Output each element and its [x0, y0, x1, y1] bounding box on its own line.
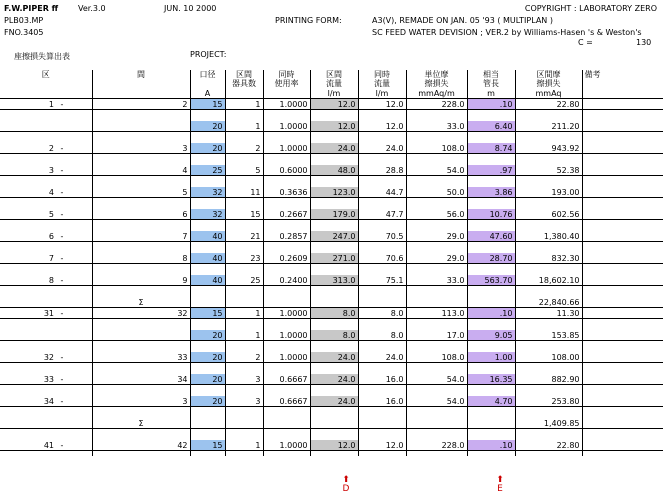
unit-friction-loss: 50.0 — [406, 187, 467, 198]
equivalent-length: 9.05 — [467, 330, 515, 341]
section-flow: 24.0 — [310, 352, 358, 363]
row-spacer — [0, 198, 663, 210]
cell-remarks — [582, 209, 663, 220]
simultaneous-flow: 12.0 — [358, 440, 406, 451]
section-friction-loss: 193.00 — [515, 187, 582, 198]
simultaneous-flow: 70.6 — [358, 253, 406, 264]
col-remarks: 備考 — [582, 70, 663, 88]
section-flow: 12.0 — [310, 121, 358, 132]
cell-empty — [406, 418, 467, 429]
unit-friction-loss: 228.0 — [406, 440, 467, 451]
simultaneous-flow: 16.0 — [358, 396, 406, 407]
range-dash: - — [60, 187, 64, 197]
range-dash: - — [60, 99, 64, 109]
equivalent-length: 1.00 — [467, 352, 515, 363]
cell-empty — [190, 418, 225, 429]
marker-e — [490, 476, 510, 494]
simultaneous-flow: 16.0 — [358, 374, 406, 385]
table-row — [0, 396, 663, 407]
section-to — [92, 121, 190, 132]
section-to: 33 — [92, 352, 190, 363]
simultaneous-flow: 12.0 — [358, 121, 406, 132]
equivalent-length: 6.40 — [467, 121, 515, 132]
unit-section-loss: mmAq — [515, 88, 582, 99]
section-from — [0, 143, 92, 154]
section-friction-loss: 1,380.40 — [515, 231, 582, 242]
section-from — [0, 330, 92, 341]
pipe-diameter: 20 — [190, 121, 225, 132]
unit-friction-loss: 29.0 — [406, 231, 467, 242]
cell-empty — [467, 297, 515, 308]
pipe-diameter: 20 — [190, 330, 225, 341]
cell-remarks — [582, 165, 663, 176]
fixture-count: 3 — [225, 396, 263, 407]
table-row — [0, 330, 663, 341]
unit-friction-loss: 228.0 — [406, 99, 467, 110]
simultaneous-flow: 75.1 — [358, 275, 406, 286]
col-simultaneous-rate: 同時 使用率 — [263, 70, 310, 88]
fixture-count: 5 — [225, 165, 263, 176]
simultaneous-rate: 1.0000 — [263, 352, 310, 363]
simultaneous-flow: 24.0 — [358, 143, 406, 154]
cell-empty — [310, 297, 358, 308]
cell-remarks — [582, 231, 663, 242]
row-spacer — [0, 176, 663, 188]
section-to: 4 — [92, 165, 190, 176]
equivalent-length: 16.35 — [467, 374, 515, 385]
pipe-diameter: 15 — [190, 440, 225, 451]
table-row — [0, 187, 663, 198]
from-node: 32 — [43, 352, 54, 362]
unit-friction-loss: 29.0 — [406, 253, 467, 264]
section-flow: 271.0 — [310, 253, 358, 264]
row-spacer — [0, 220, 663, 232]
row-spacer — [0, 319, 663, 331]
pipe-diameter: 32 — [190, 209, 225, 220]
row-spacer — [0, 132, 663, 144]
row-spacer — [0, 385, 663, 397]
pipe-diameter: 32 — [190, 187, 225, 198]
section-friction-loss: 108.00 — [515, 352, 582, 363]
equivalent-length: 3.86 — [467, 187, 515, 198]
cell-remarks — [582, 297, 663, 308]
printing-form-label: PRINTING FORM: — [275, 16, 342, 25]
cell-remarks — [582, 187, 663, 198]
from-node: 3 — [48, 165, 54, 175]
simultaneous-rate: 0.3636 — [263, 187, 310, 198]
cell-remarks — [582, 440, 663, 451]
section-to: 42 — [92, 440, 190, 451]
simultaneous-rate: 0.2857 — [263, 231, 310, 242]
pipe-diameter: 20 — [190, 396, 225, 407]
col-diameter: 口径 — [190, 70, 225, 88]
section-friction-loss: 832.30 — [515, 253, 582, 264]
cell-remarks — [582, 121, 663, 132]
cell-remarks — [582, 275, 663, 286]
section-friction-loss: 211.20 — [515, 121, 582, 132]
section-flow: 313.0 — [310, 275, 358, 286]
unit-equiv-length: m — [467, 88, 515, 99]
range-dash: - — [60, 396, 64, 406]
from-node: 41 — [43, 440, 54, 450]
section-friction-loss: 943.92 — [515, 143, 582, 154]
unit-simultaneous-flow: l/m — [358, 88, 406, 99]
range-dash: - — [60, 209, 64, 219]
fixture-count: 3 — [225, 374, 263, 385]
cell-empty — [263, 297, 310, 308]
col-section-loss: 区間摩 擦損失 — [515, 70, 582, 88]
col-unit-loss: 単位摩 擦損失 — [406, 70, 467, 88]
cell-empty — [225, 297, 263, 308]
cell-empty — [467, 418, 515, 429]
section-friction-loss: 882.90 — [515, 374, 582, 385]
cell-empty — [358, 418, 406, 429]
range-dash: - — [60, 440, 64, 450]
version: Ver.3.0 — [78, 4, 106, 13]
section-flow: 48.0 — [310, 165, 358, 176]
subtotal-loss: 1,409.85 — [515, 418, 582, 429]
row-spacer — [0, 286, 663, 298]
cell-empty — [406, 297, 467, 308]
unit-friction-loss: 17.0 — [406, 330, 467, 341]
fixture-count: 11 — [225, 187, 263, 198]
friction-loss-table — [0, 70, 663, 456]
table-row — [0, 231, 663, 242]
row-spacer — [0, 154, 663, 166]
range-dash: - — [60, 253, 64, 263]
from-node: 2 — [48, 143, 54, 153]
app-name: F.W.PIPER ff — [4, 4, 59, 13]
row-spacer — [0, 242, 663, 254]
row-spacer — [0, 363, 663, 375]
row-spacer — [0, 110, 663, 122]
marker-d — [336, 476, 356, 494]
cell-empty — [358, 297, 406, 308]
section-friction-loss: 52.38 — [515, 165, 582, 176]
section-to: 5 — [92, 187, 190, 198]
simultaneous-flow: 28.8 — [358, 165, 406, 176]
header-row — [0, 70, 663, 88]
simultaneous-rate: 0.2667 — [263, 209, 310, 220]
print-date: JUN. 10 2000 — [164, 4, 217, 13]
section-friction-loss: 18,602.10 — [515, 275, 582, 286]
row-spacer — [0, 429, 663, 441]
simultaneous-flow: 44.7 — [358, 187, 406, 198]
equivalent-length: 563.70 — [467, 275, 515, 286]
section-from — [0, 165, 92, 176]
simultaneous-rate: 1.0000 — [263, 121, 310, 132]
arrow-up-icon: ⬆ — [496, 475, 504, 485]
cell-remarks — [582, 143, 663, 154]
project-label: PROJECT: — [190, 50, 227, 59]
range-dash: - — [60, 374, 64, 384]
section-from — [0, 99, 92, 110]
cell-remarks — [582, 253, 663, 264]
cell-empty — [310, 418, 358, 429]
printing-form-value: A3(V), REMADE ON JAN. 05 '93 ( MULTIPLAN ) — [372, 16, 553, 25]
simultaneous-flow: 8.0 — [358, 330, 406, 341]
section-flow: 24.0 — [310, 143, 358, 154]
simultaneous-rate: 0.6000 — [263, 165, 310, 176]
section-to: 3 — [92, 396, 190, 407]
col-kan: 間 — [92, 70, 190, 88]
cell-remarks — [582, 374, 663, 385]
fixture-count: 1 — [225, 308, 263, 319]
table-row — [0, 308, 663, 319]
row-spacer — [0, 341, 663, 353]
cell-empty — [0, 418, 92, 429]
table-row — [0, 209, 663, 220]
section-flow: 179.0 — [310, 209, 358, 220]
row-spacer — [0, 264, 663, 276]
table-row — [0, 352, 663, 363]
equivalent-length: 10.76 — [467, 209, 515, 220]
col-section-flow: 区間 流量 — [310, 70, 358, 88]
division: SC FEED WATER DEVISION ; VER.2 by Williams-Hasen 's & Weston's — [372, 28, 642, 37]
section-from — [0, 374, 92, 385]
equivalent-length: .10 — [467, 440, 515, 451]
equivalent-length: 47.60 — [467, 231, 515, 242]
col-fixture-count: 区間 器具数 — [225, 70, 263, 88]
section-friction-loss: 11.30 — [515, 308, 582, 319]
range-dash: - — [60, 275, 64, 285]
from-node: 6 — [48, 231, 54, 241]
equivalent-length: .10 — [467, 99, 515, 110]
section-flow: 123.0 — [310, 187, 358, 198]
section-flow: 247.0 — [310, 231, 358, 242]
cell-empty — [190, 297, 225, 308]
pipe-diameter: 40 — [190, 275, 225, 286]
section-from — [0, 187, 92, 198]
unit-friction-loss: 33.0 — [406, 121, 467, 132]
section-flow: 24.0 — [310, 396, 358, 407]
cell-remarks — [582, 308, 663, 319]
pipe-diameter: 40 — [190, 253, 225, 264]
pipe-diameter: 40 — [190, 231, 225, 242]
simultaneous-rate: 0.2400 — [263, 275, 310, 286]
simultaneous-flow: 24.0 — [358, 352, 406, 363]
from-node: 1 — [48, 99, 54, 109]
simultaneous-flow: 8.0 — [358, 308, 406, 319]
subtotal-row — [0, 418, 663, 429]
simultaneous-rate: 0.6667 — [263, 374, 310, 385]
c-label: C = — [578, 38, 593, 47]
equivalent-length: 28.70 — [467, 253, 515, 264]
fixture-count: 1 — [225, 330, 263, 341]
arrow-up-icon: ⬆ — [342, 475, 350, 485]
sigma-symbol: Σ — [92, 418, 190, 429]
col-ku: 区 — [41, 70, 50, 79]
unit-friction-loss: 113.0 — [406, 308, 467, 319]
pipe-diameter: 20 — [190, 352, 225, 363]
unit-friction-loss: 54.0 — [406, 165, 467, 176]
range-dash: - — [60, 143, 64, 153]
sheet-title: 座擦損失算出表 — [14, 52, 70, 61]
section-from — [0, 440, 92, 451]
cell-remarks — [582, 99, 663, 110]
section-friction-loss: 153.85 — [515, 330, 582, 341]
copyright: COPYRIGHT : LABORATORY ZERO — [524, 4, 657, 13]
section-to — [92, 330, 190, 341]
simultaneous-flow: 47.7 — [358, 209, 406, 220]
fixture-count: 2 — [225, 352, 263, 363]
simultaneous-rate: 1.0000 — [263, 99, 310, 110]
table-row — [0, 121, 663, 132]
fixture-count: 21 — [225, 231, 263, 242]
file-code: PLB03.MP — [4, 16, 44, 25]
sigma-symbol: Σ — [92, 297, 190, 308]
cell-empty — [0, 297, 92, 308]
row-spacer — [0, 407, 663, 419]
fixture-count: 1 — [225, 121, 263, 132]
fno: FNO.3405 — [4, 28, 44, 37]
section-from — [0, 275, 92, 286]
pipe-diameter: 25 — [190, 165, 225, 176]
unit-diameter: A — [190, 88, 225, 99]
fixture-count: 23 — [225, 253, 263, 264]
fixture-count: 2 — [225, 143, 263, 154]
range-dash: - — [60, 352, 64, 362]
section-to: 6 — [92, 209, 190, 220]
section-from — [0, 209, 92, 220]
unit-friction-loss: 108.0 — [406, 143, 467, 154]
from-node: 34 — [43, 396, 54, 406]
section-to: 7 — [92, 231, 190, 242]
section-from — [0, 352, 92, 363]
section-from — [0, 253, 92, 264]
cell-remarks — [582, 352, 663, 363]
section-friction-loss: 602.56 — [515, 209, 582, 220]
col-simultaneous-flow: 同時 流量 — [358, 70, 406, 88]
section-from — [0, 308, 92, 319]
equivalent-length: .97 — [467, 165, 515, 176]
fixture-count: 1 — [225, 440, 263, 451]
section-to: 34 — [92, 374, 190, 385]
cell-empty — [263, 418, 310, 429]
cell-remarks — [582, 418, 663, 429]
marker-e-label: E — [497, 484, 503, 494]
unit-friction-loss: 54.0 — [406, 374, 467, 385]
pipe-diameter: 20 — [190, 374, 225, 385]
unit-section-flow: l/m — [310, 88, 358, 99]
row-spacer — [0, 451, 663, 457]
section-flow: 8.0 — [310, 330, 358, 341]
section-friction-loss: 253.80 — [515, 396, 582, 407]
section-flow: 8.0 — [310, 308, 358, 319]
table-row — [0, 374, 663, 385]
unit-friction-loss: 33.0 — [406, 275, 467, 286]
unit-friction-loss: 54.0 — [406, 396, 467, 407]
fixture-count: 1 — [225, 99, 263, 110]
pipe-diameter: 15 — [190, 308, 225, 319]
range-dash: - — [60, 308, 64, 318]
from-node: 4 — [48, 187, 54, 197]
from-node: 7 — [48, 253, 54, 263]
from-node: 33 — [43, 374, 54, 384]
table-row — [0, 143, 663, 154]
section-to: 2 — [92, 99, 190, 110]
from-node: 8 — [48, 275, 54, 285]
table-row — [0, 99, 663, 110]
section-to: 8 — [92, 253, 190, 264]
simultaneous-rate: 0.6667 — [263, 396, 310, 407]
c-value: 130 — [636, 38, 652, 47]
simultaneous-rate: 1.0000 — [263, 308, 310, 319]
section-to: 3 — [92, 143, 190, 154]
subtotal-row — [0, 297, 663, 308]
subtotal-loss: 22,840.66 — [515, 297, 582, 308]
section-flow: 12.0 — [310, 440, 358, 451]
section-friction-loss: 22.80 — [515, 440, 582, 451]
equivalent-length: .10 — [467, 308, 515, 319]
section-from — [0, 396, 92, 407]
table-row — [0, 165, 663, 176]
unit-row — [0, 88, 663, 99]
equivalent-length: 4.70 — [467, 396, 515, 407]
pipe-diameter: 15 — [190, 99, 225, 110]
section-from — [0, 231, 92, 242]
simultaneous-rate: 1.0000 — [263, 440, 310, 451]
equivalent-length: 8.74 — [467, 143, 515, 154]
range-dash: - — [60, 231, 64, 241]
col-equiv-length: 相当 管長 — [467, 70, 515, 88]
marker-d-label: D — [342, 484, 350, 494]
cell-remarks — [582, 396, 663, 407]
simultaneous-flow: 70.5 — [358, 231, 406, 242]
section-to: 9 — [92, 275, 190, 286]
pipe-diameter: 20 — [190, 143, 225, 154]
section-to: 32 — [92, 308, 190, 319]
section-friction-loss: 22.80 — [515, 99, 582, 110]
cell-empty — [225, 418, 263, 429]
fixture-count: 15 — [225, 209, 263, 220]
unit-unit-loss: mmAq/m — [406, 88, 467, 99]
unit-friction-loss: 108.0 — [406, 352, 467, 363]
unit-friction-loss: 56.0 — [406, 209, 467, 220]
simultaneous-flow: 12.0 — [358, 99, 406, 110]
section-flow: 24.0 — [310, 374, 358, 385]
table-row — [0, 253, 663, 264]
fixture-count: 25 — [225, 275, 263, 286]
section-from — [0, 121, 92, 132]
table-row — [0, 275, 663, 286]
table-row — [0, 440, 663, 451]
from-node: 5 — [48, 209, 54, 219]
section-flow: 12.0 — [310, 99, 358, 110]
from-node: 31 — [43, 308, 54, 318]
cell-remarks — [582, 330, 663, 341]
simultaneous-rate: 1.0000 — [263, 330, 310, 341]
simultaneous-rate: 0.2609 — [263, 253, 310, 264]
range-dash: - — [60, 165, 64, 175]
simultaneous-rate: 1.0000 — [263, 143, 310, 154]
